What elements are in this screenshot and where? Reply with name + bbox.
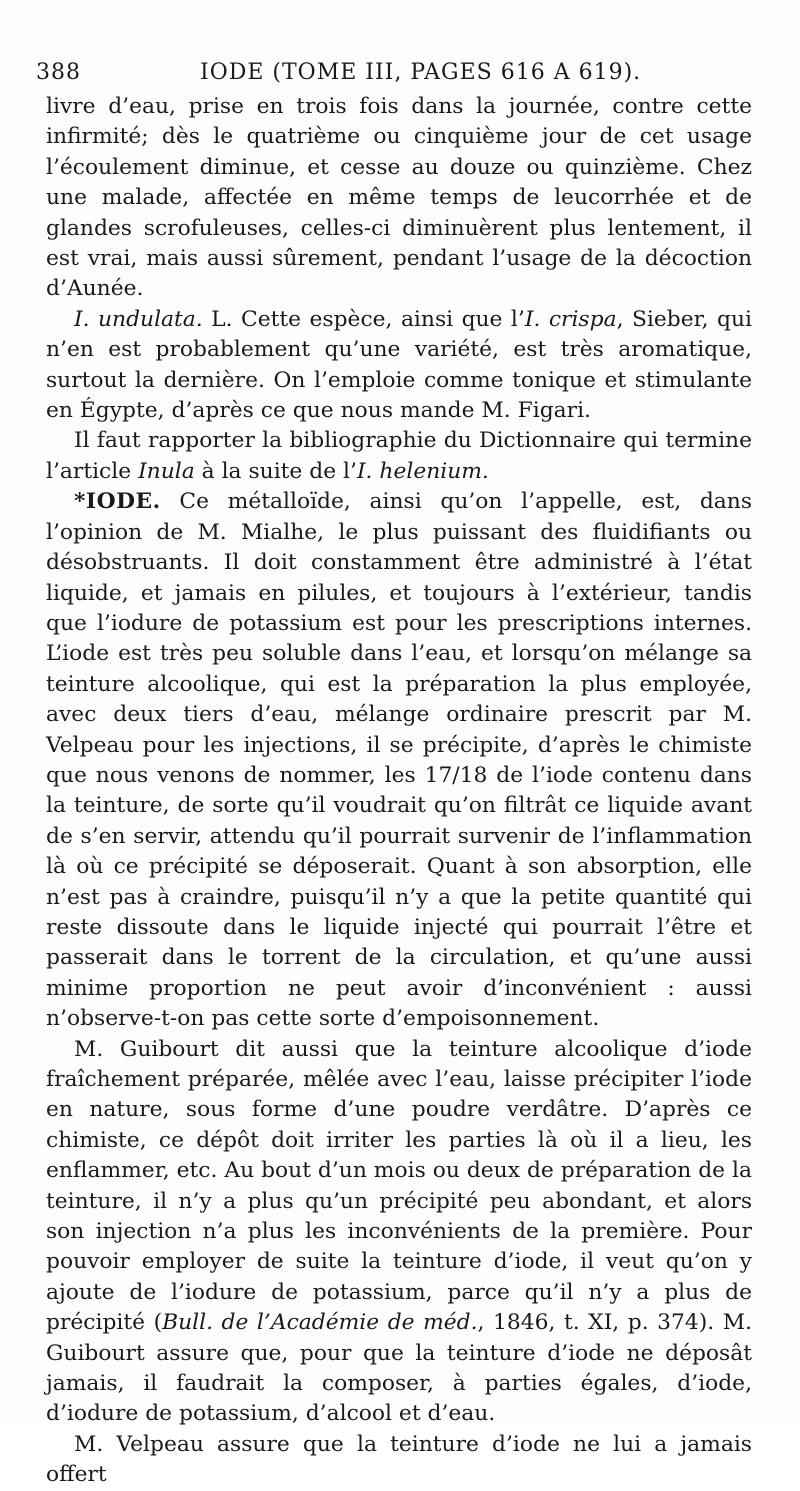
paragraph-bibliography-note [46, 426, 752, 487]
paragraph-text: L. Cette espèce, ainsi que l’ [202, 306, 525, 332]
running-title: IODE (TOME III, PAGES 616 A 619). [200, 60, 642, 85]
paragraph-guibourt [46, 1035, 752, 1430]
entry-heading: *IODE. [74, 489, 161, 515]
body-text [46, 92, 752, 1491]
paragraph-velpeau [46, 1430, 752, 1491]
article-reference: Inula [138, 458, 195, 484]
paragraph-continuation [46, 92, 752, 305]
paragraph-iode-entry [46, 487, 752, 1034]
paragraph-text-continued: , 1846, t. XI, p. 374). M. Guibourt assure que, pour que la teinture d’iode ne déposât jamais, il faudrait la composer, à parties égales, d’iode, d’iodure de potassium, d’alcool et d’eau. [46, 1310, 753, 1427]
paragraph-text-continued: , Sieber, qui n’en est probablement qu’une variété, est très aromatique, surtout la dernière. On l’emploie comme tonique et stimulante en Égypte, d’après ce que nous mande M. Figari. [46, 306, 752, 424]
species-name: I. undulata. [74, 306, 203, 332]
species-reference: I. crispa [524, 306, 617, 332]
paragraph-text: M. Velpeau assure que la teinture d’iode ne lui a jamais offert [46, 1431, 752, 1488]
journal-citation: Bull. de l’Académie de méd. [162, 1310, 478, 1336]
paragraph-text: M. Guibourt dit aussi que la teinture alcoolique d’iode fraîchement préparée, mêlée avec l’eau, laisse précipiter l’iode en nature, sous forme d’une poudre verdâtre. D’après ce chimiste, ce dépôt doit irriter les parties là où il a lieu, les enflammer, etc. Au bout d’un mois ou deux de préparation de la teinture, il n’y a plus qu’un précipité peu abondant, et alors son injection n’a plus les inconvénients de la première. Pour pouvoir employer de suite la teinture d’iode, il veut qu’on y ajoute de l’iodure de potassium, parce qu’il n’y a plus de précipité ( [46, 1036, 752, 1336]
page-number: 388 [36, 60, 81, 85]
paragraph-inula-undulata [46, 305, 752, 427]
paragraph-text-continued: à la suite de l’ [194, 458, 357, 484]
species-reference: I. helenium. [356, 458, 489, 484]
paragraph-text: Il faut rapporter la bibliographie du Dictionnaire qui termine l’article [46, 428, 752, 484]
paragraph-text: livre d’eau, prise en trois fois dans la journée, contre cette infirmité; dès le quatrième ou cinquième jour de cet usage l’écoulement diminue, et cesse au douze ou quinzième. Chez une malade, affectée en même temps de leucorrhée et de glandes scrofuleuses, celles-ci diminuèrent plus lentement, il est vrai, mais aussi sûrement, pendant l’usage de la décoction d’Aunée. [46, 94, 752, 302]
paragraph-text: Ce métalloïde, ainsi qu’on l’appelle, est, dans l’opinion de M. Mialhe, le plus puissant des fluidifiants ou désobstruants. Il doit constamment être administré à l’état liquide, et jamais en pilules, et toujours à l’extérieur, tandis que l’iodure de potassium est pour les prescriptions internes. L’iode est très peu soluble dans l’eau, et lorsqu’on mélange sa teinture alcoolique, qui est la préparation la plus employée, avec deux tiers d’eau, mélange ordinaire prescrit par M. Velpeau pour les injections, il se précipite, d’après le chimiste que nous venons de nommer, les 17/18 de l’iode contenu dans la teinture, de sorte qu’il voudrait qu’on filtrât ce liquide avant de s’en servir, attendu qu’il pourrait survenir de l’inflammation là où ce précipité se déposerait. Quant à son absorption, elle n’est pas à craindre, puisqu’il n’y a que la petite quantité qui reste dissoute dans le liquide injecté qui pourrait l’être et passerait dans le torrent de la circulation, et qu’une aussi minime proportion ne peut avoir d’inconvénient : aussi n’observe-t-on pas cette sorte d’empoisonnement. [46, 489, 752, 1032]
running-head [36, 58, 756, 88]
